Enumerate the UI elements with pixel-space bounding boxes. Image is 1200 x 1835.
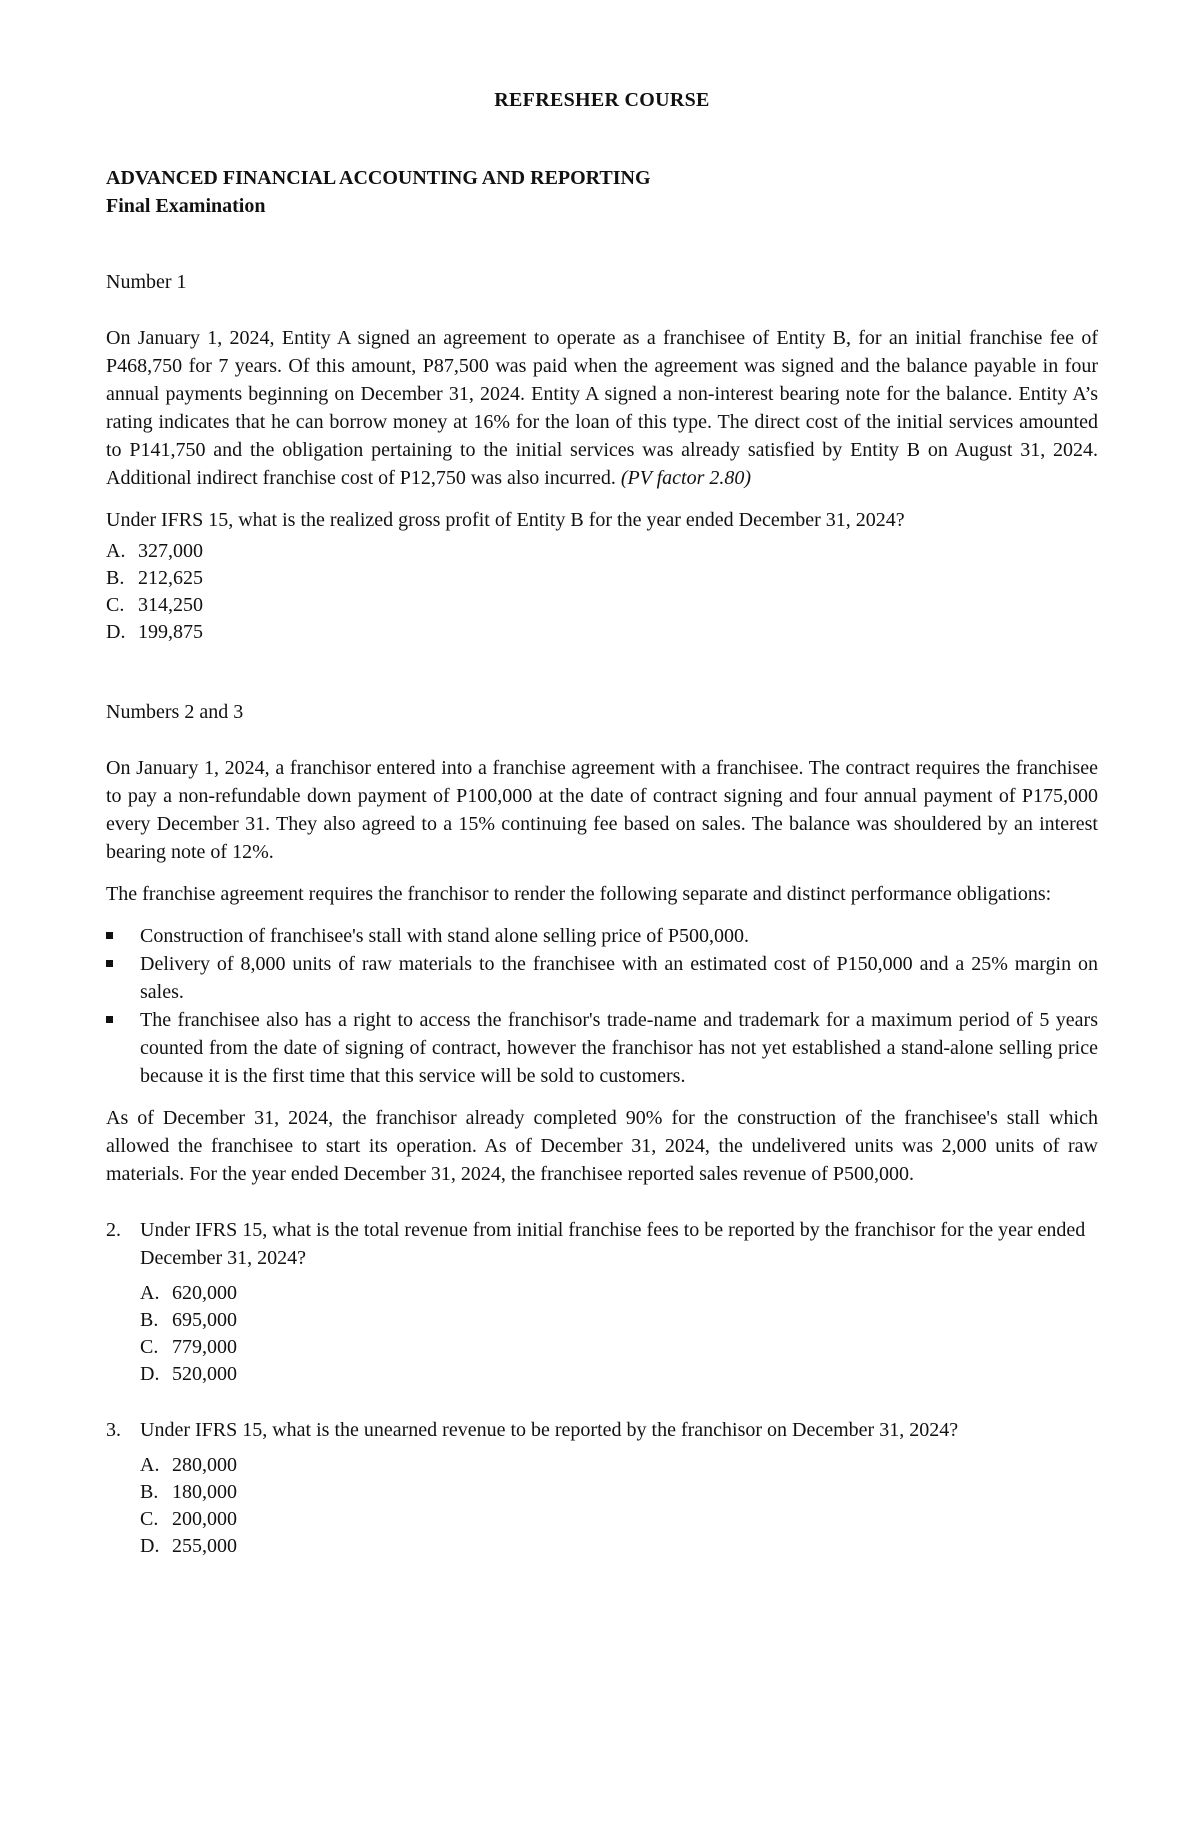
choice-value: 779,000: [172, 1336, 237, 1358]
question-text: Under IFRS 15, what is the total revenue from initial franchise fees to be reported by the franchisor for the year ended December 31, 2024?: [140, 1219, 1086, 1269]
choice-letter: D.: [106, 621, 126, 643]
question-3: [106, 1416, 1098, 1444]
choice-value: 327,000: [138, 540, 203, 562]
problem-2-3-paragraph-2: The franchise agreement requires the franchisor to render the following separate and distinct performance obligations:: [106, 883, 1052, 905]
pv-factor-note: (PV factor 2.80): [620, 467, 752, 489]
choice-value: 212,625: [138, 567, 203, 589]
exam-page: [106, 86, 1098, 1560]
problem-1-body: On January 1, 2024, Entity A signed an agreement to operate as a franchisee of Entity B, for an initial franchise fee of P468,750 for 7 years. Of this amount, P87,500 was paid when the agreement was signed and the balance payable in four annual payments beginning on December 31, 2024. Entity A signed a non-interest bearing note for the balance. Entity A’s rating indicates that he can borrow money at 16% for the loan of this type. The direct cost of the initial services amounted to P141,750 and the obligation pertaining to the initial services was already satisfied by Entity B on August 31, 2024. Additional indirect franchise cost of P12,750 was also incurred.: [106, 327, 1098, 489]
course-title: REFRESHER COURSE: [494, 89, 710, 111]
choice-letter: B.: [140, 1309, 159, 1331]
choice-value: 620,000: [172, 1282, 237, 1304]
choice-item: [106, 592, 1098, 619]
choice-value: 200,000: [172, 1508, 237, 1530]
problem-1-text: [106, 324, 1098, 492]
bullet-text: Delivery of 8,000 units of raw materials to the franchisee with an estimated cost of P150,000 and a 25% margin on sales.: [140, 953, 1098, 1003]
square-bullet-icon: [106, 922, 140, 950]
choice-item: [140, 1280, 1098, 1307]
problem-1-heading: Number 1: [106, 271, 187, 293]
square-bullet-icon: [106, 950, 140, 1006]
choice-letter: C.: [140, 1336, 159, 1358]
choice-letter: C.: [106, 594, 125, 616]
problem-2-3-paragraph-3: As of December 31, 2024, the franchisor already completed 90% for the construction of the franchisee's stall which allowed the franchisee to start its operation. As of December 31, 2024, the undelivered units was 2,000 units of raw materials. For the year ended December 31, 2024, the franchisee reported sales revenue of P500,000.: [106, 1107, 1098, 1185]
choice-item: [140, 1307, 1098, 1334]
choice-item: [106, 619, 1098, 646]
choice-item: [106, 538, 1098, 565]
problem-2-3-paragraph-1: On January 1, 2024, a franchisor entered into a franchise agreement with a franchisee. The contract requires the franchisee to pay a non-refundable down payment of P100,000 at the date of contract signing and four annual payment of P175,000 every December 31. They also agreed to a 15% continuing fee based on sales. The balance was shouldered by an interest bearing note of 12%.: [106, 757, 1098, 863]
choice-item: [140, 1334, 1098, 1361]
question-2: [106, 1216, 1098, 1272]
subject-title: ADVANCED FINANCIAL ACCOUNTING AND REPORTING: [106, 167, 651, 189]
choice-letter: C.: [140, 1508, 159, 1530]
bullet-item: [106, 950, 1098, 1006]
choice-item: [140, 1479, 1098, 1506]
choice-letter: A.: [106, 540, 126, 562]
choice-value: 695,000: [172, 1309, 237, 1331]
choice-letter: D.: [140, 1363, 160, 1385]
exam-title: Final Examination: [106, 195, 266, 217]
bullet-text: Construction of franchisee's stall with stand alone selling price of P500,000.: [140, 925, 750, 947]
bullet-item: [106, 1006, 1098, 1090]
question-3-choices: [140, 1452, 1098, 1560]
choice-item: [140, 1533, 1098, 1560]
square-bullet-icon: [106, 1006, 140, 1090]
question-number: 2.: [106, 1219, 121, 1241]
bullet-text: The franchisee also has a right to access the franchisor's trade-name and trademark for a maximum period of 5 years counted from the date of signing of contract, however the franchisor has not yet established a stand-alone selling price because it is the first time that this service will be sold to customers.: [140, 1009, 1098, 1087]
problem-2-3-heading: Numbers 2 and 3: [106, 701, 244, 723]
choice-value: 314,250: [138, 594, 203, 616]
choice-item: [106, 565, 1098, 592]
choice-letter: B.: [140, 1481, 159, 1503]
choice-value: 520,000: [172, 1363, 237, 1385]
choice-value: 255,000: [172, 1535, 237, 1557]
question-number: 3.: [106, 1419, 121, 1441]
question-2-choices: [140, 1280, 1098, 1388]
performance-obligations-list: [106, 922, 1098, 1090]
choice-item: [140, 1361, 1098, 1388]
problem-1-question: Under IFRS 15, what is the realized gross profit of Entity B for the year ended December 31, 2024?: [106, 509, 905, 531]
choice-value: 199,875: [138, 621, 203, 643]
bullet-item: [106, 922, 1098, 950]
choice-letter: D.: [140, 1535, 160, 1557]
choice-value: 280,000: [172, 1454, 237, 1476]
choice-item: [140, 1452, 1098, 1479]
choice-letter: B.: [106, 567, 125, 589]
choice-letter: A.: [140, 1454, 160, 1476]
problem-1-choices: [106, 538, 1098, 646]
choice-item: [140, 1506, 1098, 1533]
choice-value: 180,000: [172, 1481, 237, 1503]
question-text: Under IFRS 15, what is the unearned revenue to be reported by the franchisor on December 31, 2024?: [140, 1419, 959, 1441]
choice-letter: A.: [140, 1282, 160, 1304]
